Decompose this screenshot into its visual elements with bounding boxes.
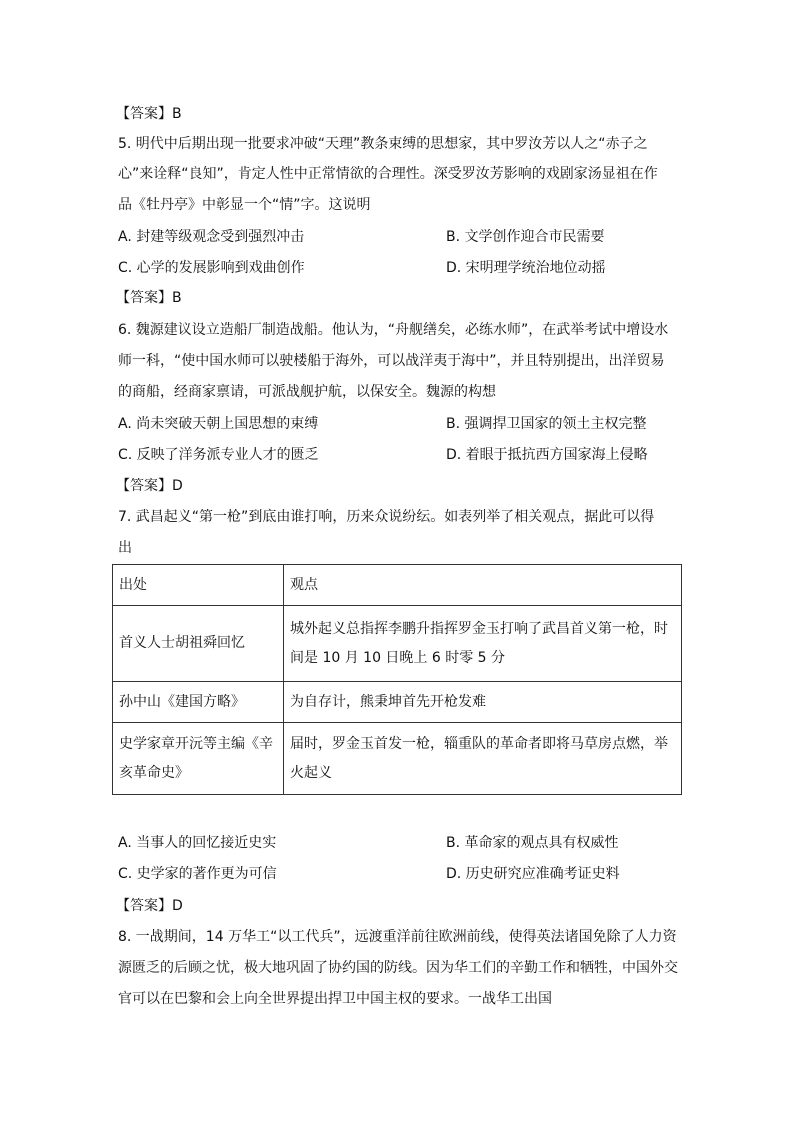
q7-option-c: C. 史学家的著作更为可信	[118, 866, 277, 882]
q6-option-d: D. 着眼于抵抗西方国家海上侵略	[446, 447, 648, 463]
row-2-source	[113, 682, 284, 723]
row-3-view	[284, 723, 682, 795]
table-row	[113, 606, 682, 682]
q5-answer: 【答案】B	[116, 290, 182, 306]
row-1-view-line-1: 城外起义总指挥李鹏升指挥罗金玉打响了武昌首义第一枪，时	[290, 620, 668, 637]
q7-stem-line-2: 出	[118, 540, 132, 556]
q6-option-a: A. 尚未突破天朝上国思想的束缚	[118, 416, 319, 432]
q5-stem-line-2: 心”来诠释“良知”，肯定人性中正常情欲的合理性。深受罗汝芳影响的戏剧家汤显祖在作	[118, 166, 658, 182]
row-1-view	[284, 606, 682, 682]
q8-stem-line-2: 源匮乏的后顾之忧，极大地巩固了协约国的防线。因为华工们的辛勤工作和牺牲，中国外交	[118, 960, 678, 976]
row-2-view-line-1: 为自存计，熊秉坤首先开枪发难	[290, 693, 486, 710]
table-header-row	[113, 565, 682, 606]
table-row	[113, 723, 682, 795]
q5-option-b: B. 文学创作迎合市民需要	[446, 229, 605, 245]
row-1-source-line-1: 首义人士胡祖舜回忆	[119, 635, 245, 651]
q7-option-b: B. 革命家的观点具有权威性	[446, 835, 619, 851]
row-2-view	[284, 682, 682, 723]
q5-option-a: A. 封建等级观念受到强烈冲击	[118, 229, 305, 245]
row-3-source-line-2: 亥革命史》	[119, 764, 189, 781]
q6-stem-line-2: 师一科，“使中国水师可以驶楼船于海外，可以战洋夷于海中”，并且特别提出，出洋贸易	[118, 353, 665, 369]
header-source: 出处	[113, 565, 284, 606]
table-row	[113, 682, 682, 723]
row-1-view-line-2: 间是 10 月 10 日晚上 6 时零 5 分	[290, 649, 506, 666]
q5-option-c: C. 心学的发展影响到戏曲创作	[118, 260, 305, 276]
row-3-view-line-1: 届时，罗金玉首发一枪，辎重队的革命者即将马草房点燃，举	[290, 735, 668, 752]
q4-answer: 【答案】B	[116, 106, 182, 122]
q8-stem-line-1: 8. 一战期间，14 万华工“以工代兵”，远渡重洋前往欧洲前线，使得英法诸国免除了人力资	[118, 929, 677, 945]
row-3-source-line-1: 史学家章开沅等主编《辛	[119, 735, 273, 752]
q7-stem-line-1: 7. 武昌起义“第一枪”到底由谁打响，历来众说纷纭。如表列举了相关观点，据此可以得	[118, 509, 655, 525]
q6-stem-line-3: 的商船，经商家禀请，可派战舰护航，以保安全。魏源的构想	[118, 384, 496, 400]
q5-option-d: D. 宋明理学统治地位动摇	[446, 260, 606, 276]
q5-stem-line-3: 品《牡丹亭》中彰显一个“情”字。这说明	[118, 197, 371, 213]
q8-stem-line-3: 官可以在巴黎和会上向全世界提出捍卫中国主权的要求。一战华工出国	[118, 991, 552, 1007]
q6-answer: 【答案】D	[116, 478, 183, 494]
row-3-view-line-2: 火起义	[290, 764, 332, 781]
row-1-source	[113, 606, 284, 682]
q6-stem-line-1: 6. 魏源建议设立造船厂制造战船。他认为，“舟舰缮矣，必练水师”，在武举考试中增设水	[118, 322, 669, 338]
sources-table	[112, 564, 682, 795]
q5-stem-line-1: 5. 明代中后期出现一批要求冲破“天理”教条束缚的思想家，其中罗汝芳以人之“赤子之	[118, 136, 648, 152]
q6-option-b: B. 强调捍卫国家的领土主权完整	[446, 416, 647, 432]
q7-answer: 【答案】D	[116, 898, 183, 914]
q6-option-c: C. 反映了洋务派专业人才的匮乏	[118, 447, 319, 463]
row-2-source-line-1: 孙中山《建国方略》	[119, 693, 245, 710]
q7-option-a: A. 当事人的回忆接近史实	[118, 835, 277, 851]
row-3-source	[113, 723, 284, 795]
header-view: 观点	[284, 565, 682, 606]
q7-option-d: D. 历史研究应准确考证史料	[446, 866, 620, 882]
